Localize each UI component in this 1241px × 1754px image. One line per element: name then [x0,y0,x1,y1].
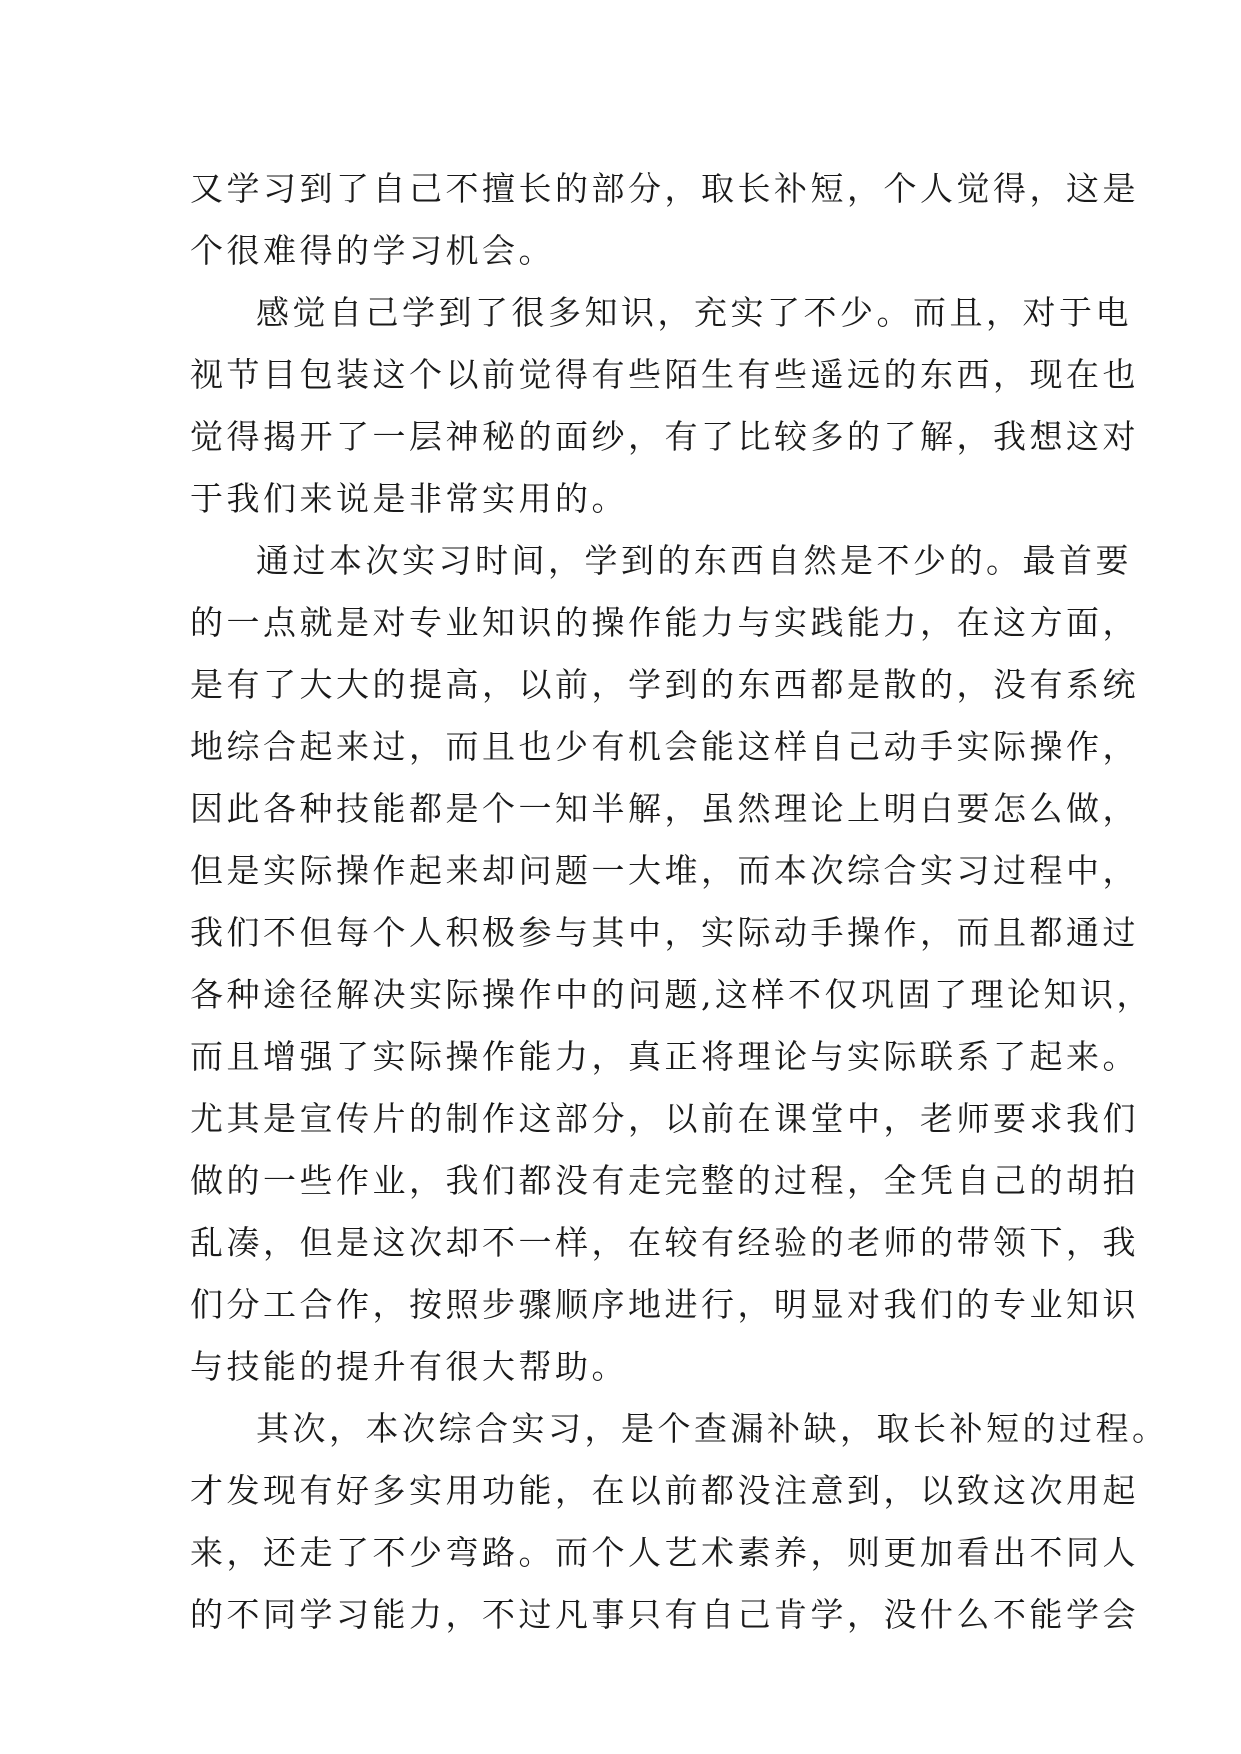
text-line: 的不同学习能力，不过凡事只有自己肯学，没什么不能学会 [190,1595,1139,1634]
text-line: 各种途径解决实际操作中的问题,这样不仅巩固了理论知识， [190,975,1153,1014]
body-text [190,158,1169,1646]
text-line: 是有了大大的提高，以前，学到的东西都是散的，没有系统 [190,665,1139,704]
text-line: 其次，本次综合实习，是个查漏补缺，取长补短的过程。 [256,1409,1169,1448]
text-line: 乱凑，但是这次却不一样，在较有经验的老师的带领下，我 [190,1223,1139,1262]
text-line: 觉得揭开了一层神秘的面纱，有了比较多的了解，我想这对 [190,417,1139,456]
text-line: 但是实际操作起来却问题一大堆，而本次综合实习过程中， [190,851,1139,890]
text-line: 于我们来说是非常实用的。 [190,479,628,518]
text-line: 视节目包装这个以前觉得有些陌生有些遥远的东西，现在也 [190,355,1139,394]
text-line: 做的一些作业，我们都没有走完整的过程，全凭自己的胡拍 [190,1161,1139,1200]
text-line: 才发现有好多实用功能，在以前都没注意到，以致这次用起 [190,1471,1139,1510]
text-line: 们分工合作，按照步骤顺序地进行，明显对我们的专业知识 [190,1285,1139,1324]
text-line: 个很难得的学习机会。 [190,231,555,270]
text-line: 的一点就是对专业知识的操作能力与实践能力，在这方面， [190,603,1139,642]
text-line: 通过本次实习时间，学到的东西自然是不少的。最首要 [256,541,1132,580]
text-line: 来，还走了不少弯路。而个人艺术素养，则更加看出不同人 [190,1533,1139,1572]
text-line: 我们不但每个人积极参与其中，实际动手操作，而且都通过 [190,913,1139,952]
text-line: 又学习到了自己不擅长的部分，取长补短，个人觉得，这是 [190,169,1139,208]
text-line: 因此各种技能都是个一知半解，虽然理论上明白要怎么做， [190,789,1139,828]
text-line: 感觉自己学到了很多知识，充实了不少。而且，对于电 [256,293,1132,332]
text-line: 而且增强了实际操作能力，真正将理论与实际联系了起来。 [190,1037,1139,1076]
text-line: 与技能的提升有很大帮助。 [190,1347,628,1386]
text-line: 尤其是宣传片的制作这部分，以前在课堂中，老师要求我们 [190,1099,1139,1138]
text-line: 地综合起来过，而且也少有机会能这样自己动手实际操作， [190,727,1139,766]
